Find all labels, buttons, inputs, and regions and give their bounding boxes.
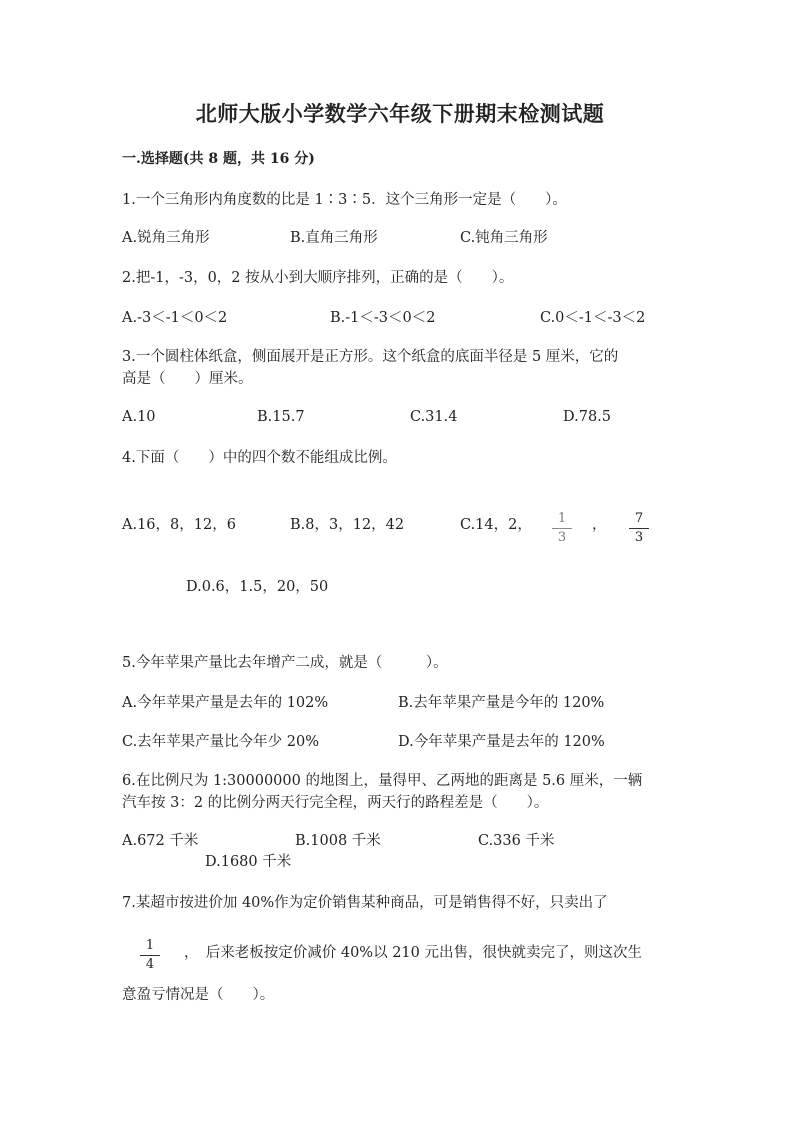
question-6-option-c: C.336 千米 xyxy=(478,833,555,849)
fraction-denominator: 3 xyxy=(557,530,567,545)
question-4-stem: 4.下面（ ）中的四个数不能组成比例。 xyxy=(122,450,397,466)
question-1-stem: 1.一个三角形内角度数的比是 1∶3∶5．这个三角形一定是（ ）。 xyxy=(122,192,567,208)
question-7-stem-line1: 7.某超市按进价加 40%作为定价销售某种商品，可是销售得不好，只卖出了 xyxy=(122,895,608,911)
question-3-stem-line2: 高是（ ）厘米。 xyxy=(122,371,253,387)
question-4-separator: ， xyxy=(592,517,607,533)
question-1-option-a: A.锐角三角形 xyxy=(122,230,210,246)
question-2-stem: 2.把-1，-3，0，2 按从小到大顺序排列，正确的是（ ）。 xyxy=(122,270,514,286)
question-2-option-c: C.0＜-1＜-3＜2 xyxy=(540,310,646,326)
question-5-stem: 5.今年苹果产量比去年增产二成，就是（ ）。 xyxy=(122,655,448,671)
question-6-stem-line1: 6.在比例尺为 1:30000000 的地图上，量得甲、乙两地的距离是 5.6 厘米，一辆 xyxy=(122,773,643,789)
fraction-bar xyxy=(140,955,160,956)
question-4-fraction-one-third xyxy=(550,511,574,546)
question-5-option-a: A.今年苹果产量是去年的 102% xyxy=(122,695,329,711)
question-7-stem-line2: ， 后来老板按定价减价 40%以 210 元出售，很快就卖完了，则这次生 xyxy=(184,945,642,961)
fraction-bar xyxy=(629,528,649,529)
question-7-stem-line3: 意盈亏情况是（ ）。 xyxy=(122,987,275,1003)
question-7-fraction-one-quarter xyxy=(138,938,162,973)
question-3-option-c: C.31.4 xyxy=(410,409,458,425)
question-3-option-d: D.78.5 xyxy=(563,409,612,425)
question-2-option-b: B.-1＜-3＜0＜2 xyxy=(330,310,436,326)
fraction-numerator: 1 xyxy=(557,511,567,526)
question-6-stem-line2: 汽车按 3：2 的比例分两天行完全程，两天行的路程差是（ ）。 xyxy=(122,795,549,811)
fraction-denominator: 4 xyxy=(145,957,155,972)
question-4-option-b: B.8，3，12，42 xyxy=(290,517,405,533)
fraction-bar xyxy=(552,528,572,529)
question-4-option-d: D.0.6，1.5，20，50 xyxy=(186,579,329,595)
fraction-numerator: 1 xyxy=(145,938,155,953)
fraction-numerator: 7 xyxy=(634,511,644,526)
question-3-option-a: A.10 xyxy=(122,409,156,425)
question-5-option-c: C.去年苹果产量比今年少 20% xyxy=(122,734,320,750)
question-4-option-a: A.16，8，12，6 xyxy=(122,517,236,533)
question-4-fraction-seven-thirds xyxy=(627,511,651,546)
question-1-option-c: C.钝角三角形 xyxy=(460,230,548,246)
fraction-denominator: 3 xyxy=(634,530,644,545)
question-6-option-d: D.1680 千米 xyxy=(205,854,292,870)
question-5-option-d: D.今年苹果产量是去年的 120% xyxy=(398,734,605,750)
question-3-option-b: B.15.7 xyxy=(257,409,305,425)
question-6-option-a: A.672 千米 xyxy=(122,833,199,849)
question-6-option-b: B.1008 千米 xyxy=(295,833,381,849)
question-3-stem-line1: 3.一个圆柱体纸盒，侧面展开是正方形。这个纸盒的底面半径是 5 厘米，它的 xyxy=(122,349,619,365)
question-4-option-c: C.14，2， xyxy=(460,517,532,533)
question-2-option-a: A.-3＜-1＜0＜2 xyxy=(122,310,228,326)
page-title: 北师大版小学数学六年级下册期末检测试题 xyxy=(195,101,605,126)
section-heading: 一.选择题(共 8 题，共 16 分) xyxy=(122,151,315,167)
question-5-option-b: B.去年苹果产量是今年的 120% xyxy=(398,695,605,711)
question-1-option-b: B.直角三角形 xyxy=(290,230,378,246)
